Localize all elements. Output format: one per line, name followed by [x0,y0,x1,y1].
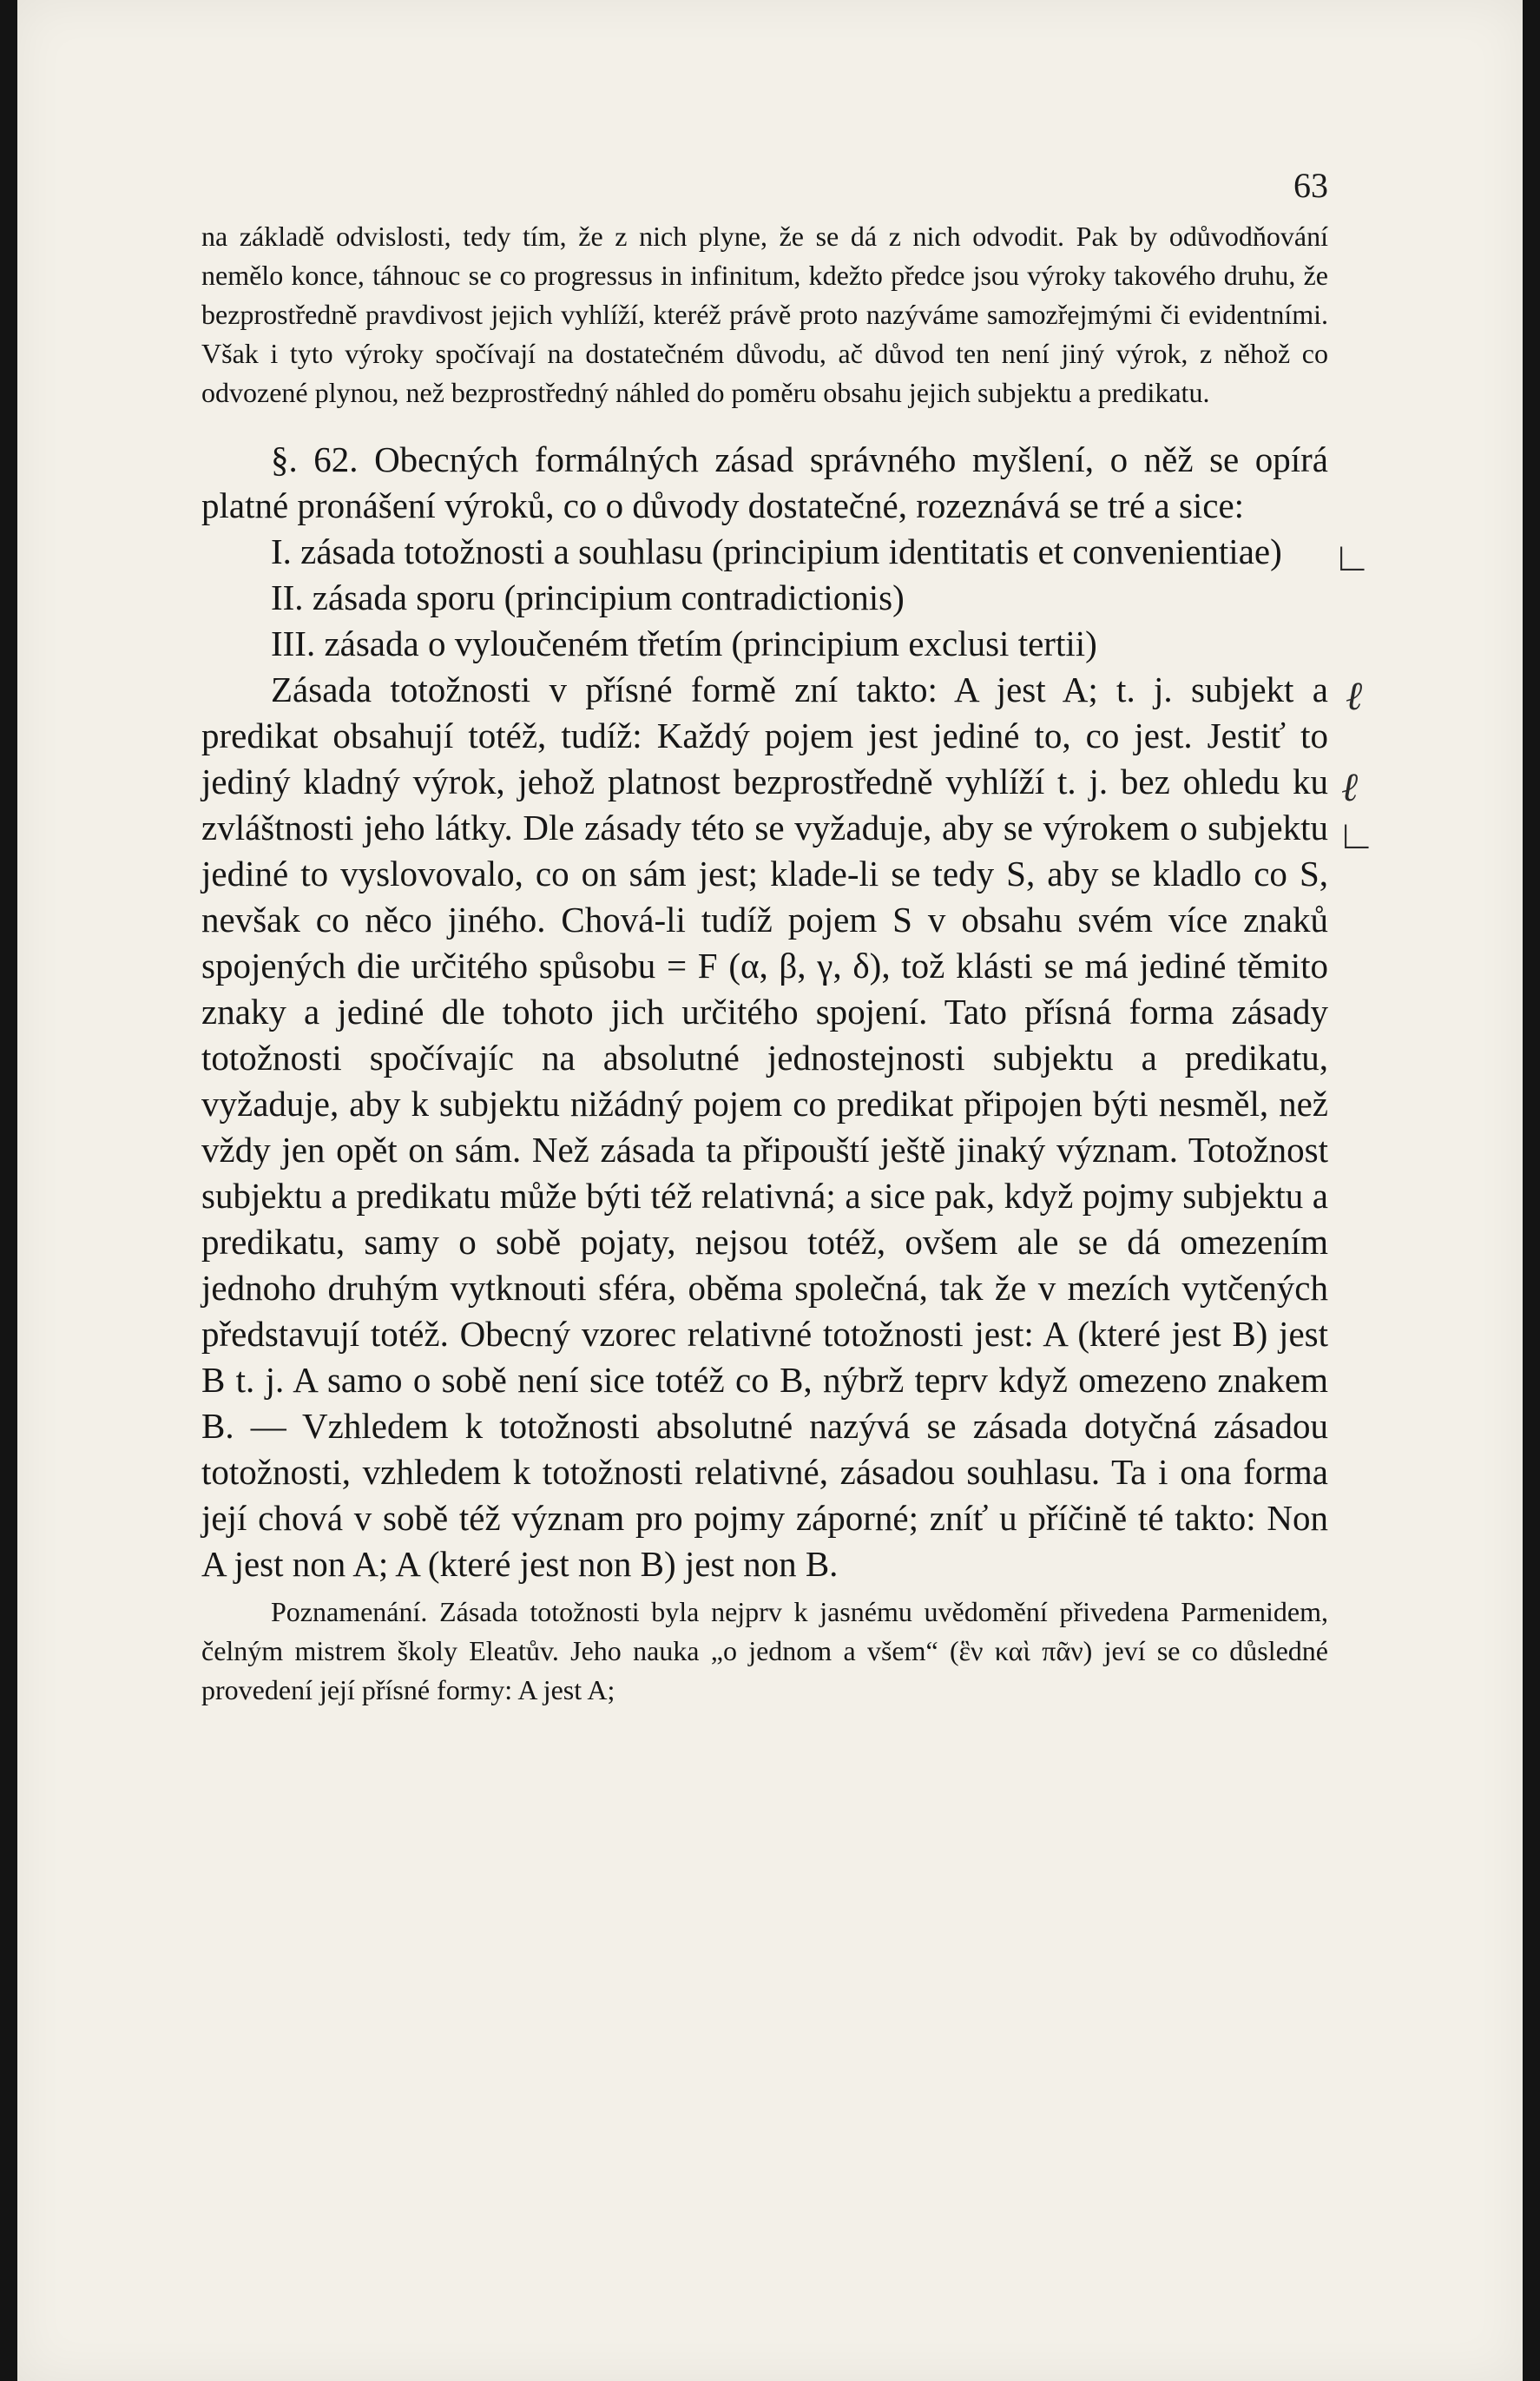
margin-pencil-mark: ℓ [1341,765,1359,809]
page-number: 63 [1293,166,1328,205]
book-page [17,0,1523,2381]
margin-pencil-mark: ∟ [1337,813,1377,857]
section-62-intro: §. 62. Obecných formálných zásad správného myšlení, o něž se opírá platné pronášení výroků, co o důvody dostatečné, rozeznává se tré a sice: [201,439,1328,525]
identity-principle-paragraph: Zásada totožnosti v přísné formě zní takto: A jest A; t. j. subjekt a predikat obsahují totéž, tudíž: Každý pojem jest jediné to, co jest. Jestiť to jediný kladný výrok, jehož platnost bezprostředně vyhlíží t. j. bez ohledu ku zvláštnosti jeho látky. Dle zásady této se vyžaduje, aby se výrokem o subjektu jediné to vyslovovalo, co on sám jest; klade-li se tedy S, aby se kladlo co S, nevšak co něco jiného. Chová-li tudíž pojem S v obsahu svém více znaků spojených die určitého spůsobu = F (α, β, γ, δ), tož klásti se má jediné těmito znaky a jediné dle tohoto jich určitého spojení. Tato přísná forma zásady totožnosti spočívajíc na absolutné jednostejnosti subjektu a predikatu, vyžaduje, aby k subjektu nižádný pojem co predikat připojen býti nesměl, než vždy jen opět on sám. Než zásada ta připouští ještě jinaký význam. Totožnost subjektu a predikatu může býti též relativná; a sice pak, když pojmy subjektu a predikatu, samy o sobě pojaty, nejsou totéž, ovšem ale se dá omezením jednoho druhým vytknouti sféra, oběma společná, tak že v mezích vytčených představují totéž. Obecný vzorec relativné totožnosti jest: A (které jest B) jest B t. j. A samo o sobě není sice totéž co B, nýbrž teprv když omezeno znakem B. — Vzhledem k totožnosti absolutné nazývá se zásada dotyčná zásadou totožnosti, vzhledem k totožnosti relativné, zásadou souhlasu. Ta i ona forma její chová v sobě též význam pro pojmy záporné; zníť u příčině té takto: Non A jest non A; A (které jest non B) jest non B. [201,669,1328,1584]
paragraph-continuation: na základě odvislosti, tedy tím, že z nich plyne, že se dá z nich odvodit. Pak by odůvodňování nemělo konce, táhnouc se co progressus in infinitum, kdežto předce jsou výroky takového druhu, že bezprostředně pravdivost jejich vyhlíží, kteréž právě proto nazýváme samozřejmými či evidentními. Však i tyto výroky spočívají na dostatečném důvodu, ač důvod ten není jiný výrok, z něhož co odvozené plynou, než bezprostředný náhled do poměru obsahu jejich subjektu a predikatu. [201,221,1328,408]
principle-item-2: II. zásada sporu (principium contradictionis) [271,577,905,617]
text-block [201,217,1328,1710]
margin-pencil-mark: ℓ [1346,674,1363,718]
footnote-remark: Poznamenání. Zásada totožnosti byla nejprv k jasnému uvědomění přivedena Parmenidem, čelným mistrem školy Eleatův. Jeho nauka „o jednom a všem“ (ἓν καὶ πᾶν) jeví se co důsledné provedení její přísné formy: A jest A; [201,1596,1328,1705]
principle-item-1: I. zásada totožnosti a souhlasu (principium identitatis et convenientiae) [271,531,1282,571]
principle-item-3: III. zásada o vyloučeném třetím (principium exclusi tertii) [271,623,1097,663]
margin-pencil-mark: ∟ [1333,535,1372,579]
